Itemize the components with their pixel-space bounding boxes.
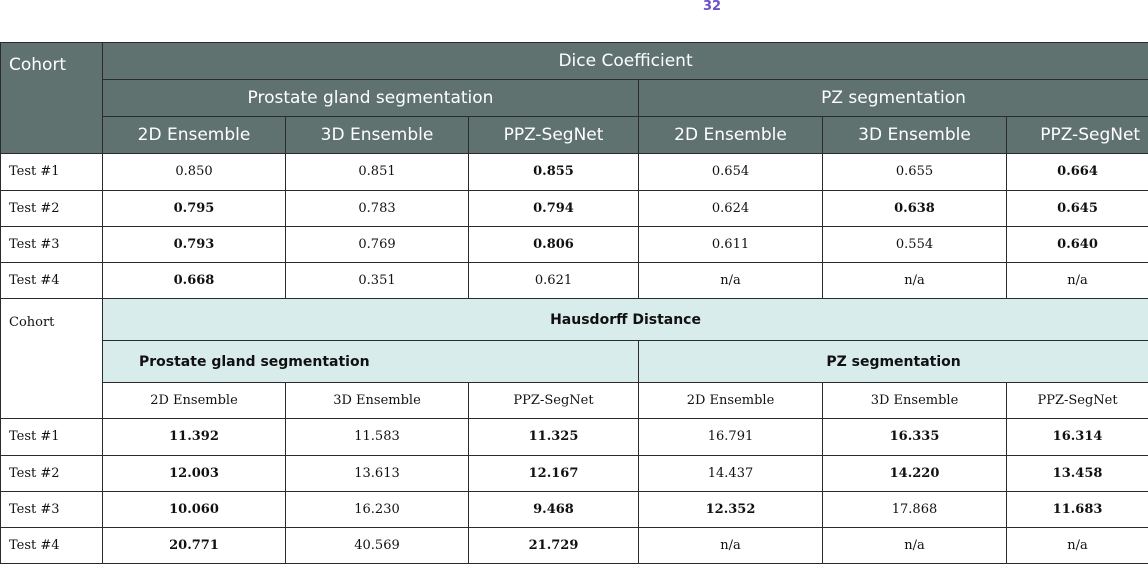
dice-column-header: 3D Ensemble [823,117,1007,154]
hausdorff-value: 21.729 [528,537,579,553]
hausdorff-value-cell [1007,455,1148,491]
hausdorff-value: 11.392 [169,429,219,445]
hausdorff-value-cell [639,455,823,491]
dice-column-header: 3D Ensemble [286,117,469,154]
dice-value-cell [823,190,1007,226]
dice-value-cell [823,154,1007,190]
hausdorff-value-cell [103,527,286,563]
hausdorff-value: 40.569 [354,537,400,553]
dice-value: 0.769 [358,236,396,252]
hausdorff-value-cell [1007,491,1148,527]
dice-value-cell [639,262,823,298]
dice-value-cell [103,226,286,262]
dice-value: 0.806 [533,236,574,252]
hausdorff-value-cell [1007,419,1148,455]
hausdorff-value-cell [639,491,823,527]
dice-value: 0.640 [1057,236,1098,252]
dice-value: 0.624 [711,200,750,216]
hausdorff-value-cell [823,419,1007,455]
dice-column-header: 2D Ensemble [639,117,823,154]
hausdorff-group-prostate: Prostate gland segmentation [103,341,639,383]
hausdorff-row-label: Test #1 [1,419,103,455]
hausdorff-value: n/a [904,537,925,553]
hausdorff-column-header: PPZ-SegNet [1007,383,1148,419]
dice-column-header: PPZ-SegNet [469,117,639,154]
hausdorff-column-header: PPZ-SegNet [469,383,639,419]
hausdorff-value: 11.683 [1052,501,1103,517]
dice-row-label: Test #2 [1,190,103,226]
hausdorff-body [1,419,1148,564]
hausdorff-value-cell [823,491,1007,527]
hausdorff-value-cell [469,455,639,491]
hausdorff-value: n/a [1067,537,1088,553]
dice-value: 0.621 [534,272,573,288]
hausdorff-table-row [1,455,1148,491]
hausdorff-group-pz: PZ segmentation [639,341,1148,383]
hausdorff-table-row [1,491,1148,527]
dice-row-label: Test #1 [1,154,103,190]
dice-value: 0.851 [358,164,396,180]
hausdorff-table-row [1,527,1148,563]
hausdorff-column-header: 3D Ensemble [823,383,1007,419]
dice-table-row [1,226,1148,262]
hausdorff-value-cell [823,455,1007,491]
hausdorff-value-cell [469,419,639,455]
dice-value: n/a [720,272,741,288]
dice-cohort-header: Cohort [1,43,103,154]
dice-body [1,154,1148,299]
dice-value: n/a [904,272,925,288]
dice-value: 0.668 [173,272,215,288]
hausdorff-value: 14.220 [889,465,940,481]
dice-value: 0.664 [1057,164,1098,180]
dice-column-header: PPZ-SegNet [1007,117,1148,154]
dice-value-cell [1007,154,1148,190]
hausdorff-cohort-header: Cohort [1,298,103,418]
dice-value: 0.645 [1057,200,1098,216]
hausdorff-value: 9.468 [533,501,574,517]
dice-group-pz: PZ segmentation [639,80,1148,117]
hausdorff-value: 17.868 [891,501,938,517]
dice-value-cell [823,262,1007,298]
hausdorff-value-cell [823,527,1007,563]
dice-value-cell [639,226,823,262]
hausdorff-value: 13.613 [354,465,400,481]
dice-value-cell [1007,226,1148,262]
hausdorff-value: 12.352 [705,501,756,517]
dice-value-cell [639,154,823,190]
dice-value: 0.654 [711,164,750,180]
dice-value: 0.855 [533,164,574,180]
dice-value-cell [103,190,286,226]
hausdorff-value-cell [103,419,286,455]
hausdorff-table-row [1,419,1148,455]
dice-table-row [1,154,1148,190]
hausdorff-value-cell [286,527,469,563]
hausdorff-value: 12.003 [169,465,219,481]
dice-value-cell [639,190,823,226]
hausdorff-value: 12.167 [528,465,579,481]
dice-value: 0.351 [358,272,396,288]
dice-value: 0.850 [175,164,213,180]
hausdorff-value-cell [469,491,639,527]
dice-value-cell [1007,190,1148,226]
hausdorff-value-cell [1007,527,1148,563]
dice-row-label: Test #4 [1,262,103,298]
dice-value-cell [286,226,469,262]
hausdorff-column-header: 3D Ensemble [286,383,469,419]
hausdorff-value: 16.314 [1052,429,1103,445]
dice-value: 0.793 [173,236,215,252]
hausdorff-row-label: Test #2 [1,455,103,491]
hausdorff-value-cell [103,455,286,491]
dice-value-cell [286,262,469,298]
dice-value-cell [469,262,639,298]
dice-column-header: 2D Ensemble [103,117,286,154]
dice-group-prostate: Prostate gland segmentation [103,80,639,117]
hausdorff-value: 16.791 [707,429,754,445]
hausdorff-value-cell [286,491,469,527]
dice-table-row [1,262,1148,298]
hausdorff-value-cell [286,455,469,491]
dice-value-cell [469,154,639,190]
hausdorff-value-cell [469,527,639,563]
dice-value: 0.611 [711,236,750,252]
dice-value-cell [286,154,469,190]
dice-value-cell [469,226,639,262]
dice-value-cell [103,154,286,190]
dice-value: n/a [1067,272,1088,288]
hausdorff-value: 20.771 [169,537,219,553]
hausdorff-value: 16.335 [889,429,940,445]
hausdorff-value-cell [286,419,469,455]
dice-value: 0.655 [895,164,934,180]
hausdorff-column-header: 2D Ensemble [639,383,823,419]
dice-value: 0.783 [358,200,396,216]
hausdorff-title: Hausdorff Distance [103,298,1148,340]
dice-table-row [1,190,1148,226]
hausdorff-row-label: Test #4 [1,527,103,563]
dice-title: Dice Coefficient [103,43,1148,80]
dice-value-cell [1007,262,1148,298]
results-table [0,42,1148,564]
page-reference-number: 32 [702,0,722,14]
hausdorff-value: 10.060 [169,501,219,517]
hausdorff-value-cell [103,491,286,527]
hausdorff-value: 16.230 [354,501,400,517]
dice-value-cell [469,190,639,226]
dice-row-label: Test #3 [1,226,103,262]
hausdorff-value: n/a [720,537,741,553]
hausdorff-value: 13.458 [1052,465,1103,481]
dice-value-cell [823,226,1007,262]
hausdorff-row-label: Test #3 [1,491,103,527]
hausdorff-value: 14.437 [707,465,754,481]
dice-value: 0.794 [533,200,574,216]
hausdorff-value-cell [639,419,823,455]
dice-value-cell [286,190,469,226]
dice-value-cell [103,262,286,298]
dice-value: 0.638 [894,200,935,216]
hausdorff-value: 11.583 [354,429,400,445]
dice-value: 0.554 [895,236,934,252]
hausdorff-column-header: 2D Ensemble [103,383,286,419]
dice-value: 0.795 [173,200,215,216]
hausdorff-value-cell [639,527,823,563]
hausdorff-value: 11.325 [528,429,579,445]
